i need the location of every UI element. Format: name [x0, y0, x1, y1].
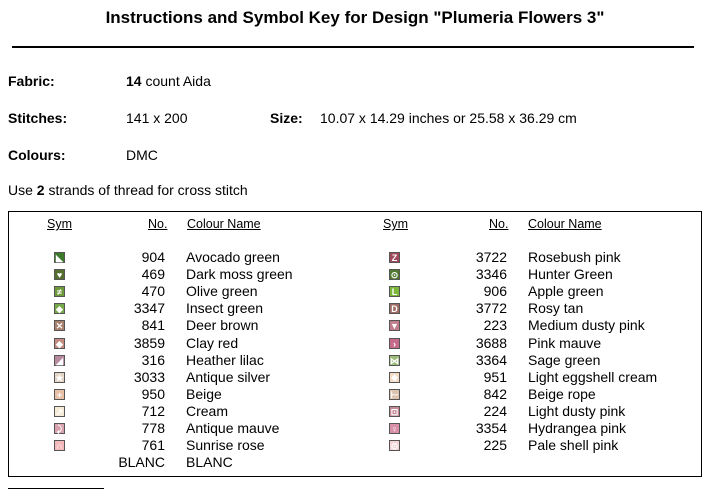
dmc-number: 316: [141, 351, 165, 368]
key-row: [9, 249, 703, 266]
dmc-number: 3772: [475, 300, 507, 317]
dmc-number: 470: [141, 283, 165, 300]
size-value: 10.07 x 14.29 inches or 25.58 x 36.29 cm: [320, 110, 577, 126]
instructions-post: strands of thread for cross stitch: [48, 182, 248, 198]
dmc-number: 3688: [475, 334, 507, 351]
instructions-pre: Use: [8, 182, 33, 198]
dmc-number: 778: [141, 420, 165, 436]
key-row: [9, 300, 703, 317]
symbol-swatch-icon: ♀: [389, 423, 400, 434]
colour-name: Apple green: [528, 283, 604, 300]
symbol-swatch-icon: D: [389, 303, 400, 314]
header-name-right: Colour Name: [528, 217, 602, 231]
header-no-left: No.: [148, 217, 168, 231]
colour-name: Olive green: [186, 283, 258, 300]
symbol-swatch-icon: ◆: [54, 338, 65, 349]
colour-name: Antique silver: [186, 368, 271, 385]
fabric-type: count Aida: [145, 73, 211, 89]
key-row: [9, 317, 703, 334]
symbol-key-table: [8, 211, 702, 477]
dmc-number: 3347: [133, 300, 165, 317]
colour-name: Beige: [186, 385, 222, 402]
header-name-left: Colour Name: [187, 217, 261, 231]
dmc-number: 3364: [475, 351, 507, 368]
dmc-number: 3859: [133, 334, 165, 351]
symbol-swatch-icon: ⋈: [390, 355, 399, 366]
symbol-swatch-icon: ◆: [54, 303, 65, 314]
symbol-swatch-icon: ◣: [54, 252, 65, 263]
symbol-swatch-icon: ⊙: [390, 441, 399, 452]
colour-name: Medium dusty pink: [528, 317, 645, 334]
header-sym-left: Sym: [47, 217, 72, 231]
colour-name: Dark moss green: [186, 266, 293, 283]
key-row: [9, 403, 703, 420]
dmc-number: 469: [141, 266, 165, 283]
colour-name: Sunrise rose: [186, 437, 265, 454]
symbol-swatch-icon: ◢: [54, 355, 65, 366]
key-row: [9, 335, 703, 352]
key-row: [9, 386, 703, 403]
dmc-number: 3354: [475, 420, 507, 436]
symbol-swatch-icon: Z: [389, 252, 400, 263]
key-row: [9, 352, 703, 369]
symbol-swatch-icon: ⊡: [390, 406, 399, 417]
fabric-value: [126, 73, 211, 89]
colour-name: Hunter Green: [528, 266, 613, 283]
dmc-number: 842: [483, 385, 507, 402]
stitches-value: 141 x 200: [126, 110, 188, 126]
symbol-swatch-icon: +: [54, 389, 65, 400]
colours-value: DMC: [126, 147, 158, 163]
dmc-number: 3722: [475, 249, 507, 265]
key-row: [9, 420, 703, 437]
strand-instructions: [8, 182, 248, 198]
key-row: [9, 437, 703, 454]
symbol-swatch-icon: ♥: [54, 269, 65, 280]
symbol-swatch-icon: ✕: [55, 321, 64, 332]
colour-name: Antique mauve: [186, 420, 280, 436]
colour-name: Cream: [186, 402, 229, 419]
dmc-number: 761: [141, 437, 165, 454]
colour-name: Insect green: [186, 300, 264, 317]
symbol-swatch-icon: ∩: [54, 440, 65, 451]
symbol-swatch-icon: L: [389, 286, 400, 297]
dmc-number: 3033: [133, 368, 165, 385]
fabric-count: 14: [126, 73, 142, 89]
colour-name: BLANC: [186, 454, 233, 471]
colour-name: Avocado green: [186, 249, 280, 265]
colour-name: Rosy tan: [528, 300, 584, 317]
dmc-number: 224: [483, 402, 507, 419]
symbol-swatch-icon: ›: [389, 338, 400, 349]
symbol-swatch-icon: ❖: [390, 372, 399, 383]
dmc-number: 904: [141, 249, 165, 265]
key-row: [9, 369, 703, 386]
colour-name: Heather lilac: [186, 351, 264, 368]
dmc-number: 951: [483, 368, 507, 385]
symbol-swatch-icon: ≠: [54, 286, 65, 297]
colour-name: Hydrangea pink: [528, 420, 627, 436]
dmc-number: 223: [483, 317, 507, 334]
header-sym-right: Sym: [383, 217, 408, 231]
footer-divider: [8, 488, 104, 489]
dmc-number: BLANC: [118, 454, 165, 471]
key-row: [9, 283, 703, 300]
symbol-swatch-icon: ⊢: [390, 389, 399, 400]
colour-name: Clay red: [186, 334, 239, 351]
dmc-number: 712: [141, 402, 165, 419]
colour-name: Rosebush pink: [528, 249, 621, 265]
colour-name: Sage green: [528, 351, 601, 368]
symbol-swatch-icon: ▼: [390, 321, 399, 332]
size-label: Size:: [270, 110, 303, 126]
dmc-number: 906: [483, 283, 507, 300]
colours-label: Colours:: [8, 147, 66, 163]
colour-name: Pink mauve: [528, 334, 602, 351]
symbol-swatch-icon: ↗: [55, 406, 64, 417]
fabric-label: Fabric:: [8, 73, 55, 89]
colour-name: Pale shell pink: [528, 437, 619, 454]
key-row: [9, 266, 703, 283]
symbol-swatch-icon: ★: [55, 372, 64, 383]
header-no-right: No.: [489, 217, 509, 231]
title-divider: [12, 46, 694, 48]
dmc-number: 950: [141, 385, 165, 402]
dmc-number: 841: [141, 317, 165, 334]
strand-count: 2: [36, 182, 45, 198]
dmc-number: 225: [483, 437, 507, 454]
key-row: [9, 454, 703, 471]
symbol-swatch-icon: ⊙: [390, 270, 399, 281]
page-title: Instructions and Symbol Key for Design "Plumeria Flowers 3": [105, 8, 605, 27]
colour-name: Light eggshell cream: [528, 368, 658, 385]
colour-name: Light dusty pink: [528, 402, 626, 419]
stitches-label: Stitches:: [8, 110, 68, 126]
colour-name: Deer brown: [186, 317, 259, 334]
symbol-swatch-icon: ⤸: [54, 423, 65, 434]
dmc-number: 3346: [475, 266, 507, 283]
colour-name: Beige rope: [528, 385, 596, 402]
